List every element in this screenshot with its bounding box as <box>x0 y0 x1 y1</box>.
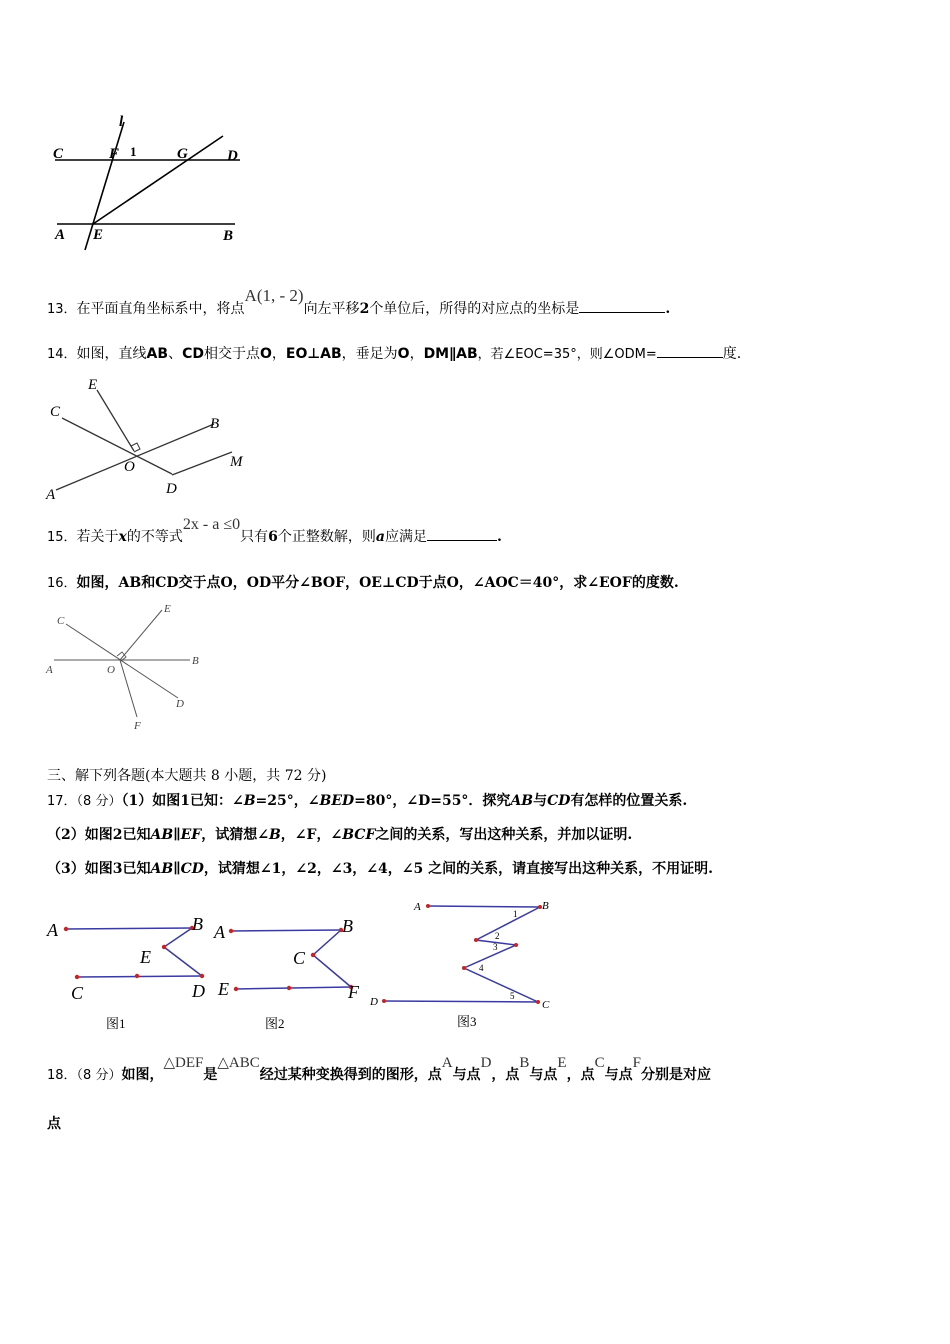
label-C: C <box>50 404 61 420</box>
answer-blank[interactable] <box>427 526 497 541</box>
label-B: B <box>210 416 220 432</box>
label-A: A <box>46 664 53 676</box>
math-point-a: A(1, - 2) <box>244 286 304 305</box>
f3-label-3: 3 <box>493 942 498 952</box>
f1-label-B: B <box>192 914 203 934</box>
f3-label-4: 4 <box>479 963 484 973</box>
math-inequality: 2x - a ≤0 <box>182 516 241 533</box>
f2-caption: 图2 <box>265 1016 285 1031</box>
label-F: F <box>109 146 120 162</box>
label-F: F <box>134 720 141 732</box>
question-17-part1: 17．（8 分）（1）如图1已知：∠B=25°，∠BED=80°，∠D=55°．探究AB与CD有怎样的位置关系. <box>47 793 688 809</box>
answer-blank[interactable] <box>657 343 723 358</box>
question-15: 15．若关于x的不等式2x - a ≤0只有6个正整数解，则a应满足 . <box>47 516 502 545</box>
f3-caption: 图3 <box>457 1014 477 1029</box>
label-C: C <box>53 146 64 162</box>
figure-q17 <box>40 892 580 1042</box>
label-B: B <box>223 228 234 244</box>
question-number: 14． <box>47 347 77 362</box>
label-G: G <box>177 146 188 162</box>
label-O: O <box>107 664 115 676</box>
question-13: 13．在平面直角坐标系中，将点A(1, - 2)向左平移2个单位后，所得的对应点的坐标是 . <box>47 286 671 317</box>
figure-q14 <box>42 372 262 507</box>
f1-label-A: A <box>47 920 58 940</box>
question-number: 17． <box>47 794 77 809</box>
label-D: D <box>176 698 184 710</box>
label-D: D <box>227 148 238 164</box>
label-E: E <box>164 603 171 615</box>
label-1: 1 <box>130 144 137 159</box>
question-18: 18．（8 分）如图，△DEF是△ABC经过某种变换得到的图形，点A与点D，点B与点E，点C与点F分别是对应 <box>47 1055 711 1083</box>
label-O: O <box>124 459 135 475</box>
f3-label-2: 2 <box>495 931 500 941</box>
label-E: E <box>93 227 104 243</box>
f1-label-E: E <box>140 947 151 967</box>
label-M: M <box>230 454 243 470</box>
question-number: 18． <box>47 1068 77 1083</box>
f2-label-A: A <box>214 922 225 942</box>
figure-17-2 <box>213 916 360 1031</box>
f3-label-5: 5 <box>510 991 515 1001</box>
figure-17-3 <box>369 900 550 1029</box>
f3-label-A: A <box>414 901 421 913</box>
f2-label-E: E <box>218 979 229 999</box>
label-B: B <box>192 655 199 667</box>
figure-q12 <box>45 108 255 258</box>
label-E: E <box>88 377 98 393</box>
label-A: A <box>46 487 56 503</box>
section-heading: 三、解下列各题(本大题共 8 小题，共 72 分) <box>47 768 327 784</box>
label-A: A <box>55 227 66 243</box>
f1-caption: 图1 <box>106 1016 126 1031</box>
question-18-line2: 点 <box>47 1116 61 1132</box>
question-17-part3: （3）如图3已知AB∥CD，试猜想∠1，∠2，∠3，∠4，∠5 之间的关系，请直接写出这种关系，不用证明. <box>47 861 713 877</box>
label-C: C <box>57 615 65 627</box>
f2-label-F: F <box>348 982 359 1002</box>
figure-17-1 <box>46 914 205 1031</box>
question-number: 13． <box>47 302 77 317</box>
f3-label-C: C <box>542 999 550 1011</box>
figure-q16 <box>40 600 220 740</box>
f1-label-D: D <box>192 981 205 1001</box>
answer-blank[interactable] <box>579 298 665 313</box>
label-l: l <box>119 114 124 130</box>
question-17-part2: （2）如图2已知AB∥EF，试猜想∠B，∠F，∠BCF之间的关系，写出这种关系，并加以证明. <box>47 827 633 843</box>
f1-label-C: C <box>71 983 84 1003</box>
f2-label-B: B <box>342 916 353 936</box>
f3-label-1: 1 <box>513 909 518 919</box>
question-14: 14．如图，直线AB、CD相交于点O，EO⊥AB，垂足为O，DM∥AB，若∠EOC=35°，则∠ODM= 度. <box>47 343 741 366</box>
f3-label-B: B <box>542 900 549 912</box>
label-D: D <box>166 481 177 497</box>
question-16: 16．如图，AB和CD交于点O，OD平分∠BOF，OE⊥CD于点O，∠AOC＝40°，求∠EOF的度数. <box>47 575 679 591</box>
question-number: 15． <box>47 530 77 545</box>
f2-label-C: C <box>293 948 306 968</box>
f3-label-D: D <box>370 996 378 1008</box>
question-number: 16． <box>47 576 77 591</box>
